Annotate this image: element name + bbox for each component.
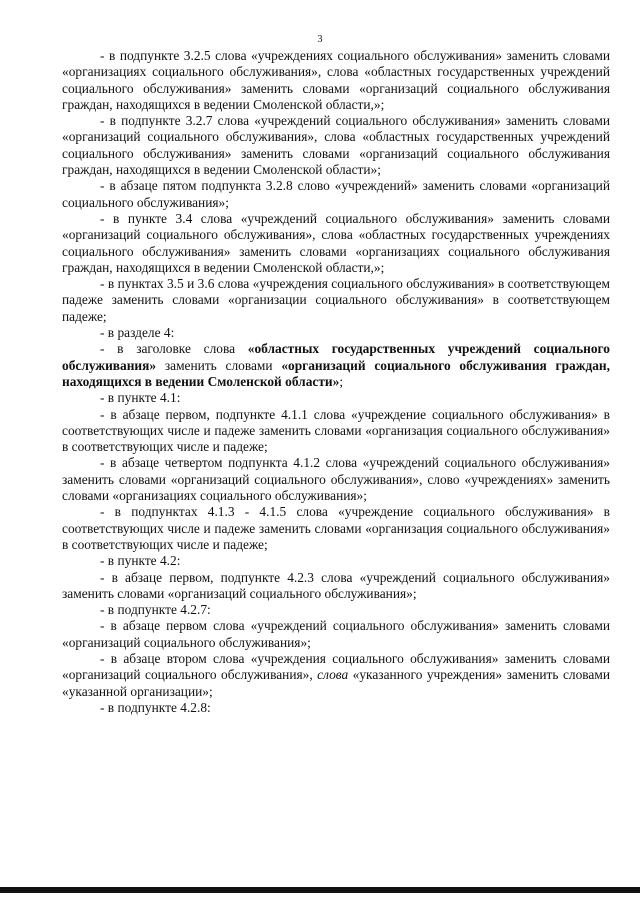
amendment-paragraph bbox=[62, 341, 610, 390]
text-run: - в абзаце первом, подпункте 4.1.1 слова «учреждение социального обслуживания» в соответствующих числе и падеже заменить словами «организация социального обслуживания» в соответствующих числе и падеже; bbox=[62, 406, 610, 455]
document-body bbox=[62, 48, 610, 716]
text-run: - в пункте 4.2: bbox=[100, 553, 181, 569]
amendment-paragraph bbox=[62, 618, 610, 651]
amendment-paragraph bbox=[62, 48, 610, 113]
amendment-paragraph bbox=[62, 407, 610, 456]
text-run: - в абзаце первом слова «учреждений социального обслуживания» заменить словами «организаций социального обслуживания»; bbox=[62, 618, 610, 650]
amendment-paragraph bbox=[62, 211, 610, 276]
bold-text: «организаций социального обслуживания граждан, находящихся в ведении Смоленской области» bbox=[62, 357, 610, 389]
text-run: - в абзаце втором слова «учреждения социального обслуживания» заменить словами «организаций социального обслуживания», bbox=[62, 650, 610, 683]
amendment-paragraph bbox=[62, 390, 610, 406]
text-run: - в заголовке слова bbox=[100, 341, 248, 357]
text-run: - в подпункте 3.2.7 слова «учреждений социального обслуживания» заменить словами «организаций социального обслуживания», слова «областных государственных учреждений социального обслуживания» заменить словами «организаций социального обслуживания граждан, находящихся в ведении Смоленской области»; bbox=[62, 113, 610, 178]
text-run: - в подпунктах 4.1.3 - 4.1.5 слова «учреждение социального обслуживания» в соответствующих числе и падеже заменить словами «организация социального обслуживания» в соответствующих числе и падеже; bbox=[62, 504, 610, 552]
amendment-paragraph bbox=[62, 570, 610, 603]
text-run: - в абзаце четвертом подпункта 4.1.2 слова «учреждений социального обслуживания» заменить словами «организаций социального обслуживания», слово «учреждениях» заменить словами «организациях социального обслуживания»; bbox=[62, 455, 610, 504]
text-run: ; bbox=[339, 373, 344, 389]
amendment-paragraph bbox=[62, 178, 610, 211]
amendment-paragraph bbox=[62, 602, 610, 618]
italic-text: слова bbox=[317, 667, 349, 683]
text-run: - в пункте 3.4 слова «учреждений социального обслуживания» заменить словами «организаций социального обслуживания», слова «областных государственных учреждениях социального обслуживания» заменить словами «организациях социального обслуживания граждан, находящихся в ведении Смоленской области,»; bbox=[62, 210, 610, 275]
amendment-paragraph bbox=[62, 325, 610, 341]
text-run: - в подпункте 4.2.7: bbox=[100, 602, 211, 618]
amendment-paragraph bbox=[62, 455, 610, 504]
text-run: - в абзаце пятом подпункта 3.2.8 слово «учреждений» заменить словами «организаций социального обслуживания»; bbox=[62, 178, 610, 210]
bold-text: «областных государственных учреждений социального обслуживания» bbox=[62, 341, 611, 373]
text-run: - в разделе 4: bbox=[100, 325, 175, 341]
amendment-paragraph bbox=[62, 651, 610, 700]
text-run: «указанного учреждения» заменить словами «указанной организации»; bbox=[62, 667, 610, 699]
bottom-margin bbox=[0, 893, 640, 905]
text-run: - в подпункте 4.2.8: bbox=[100, 699, 211, 715]
text-run: - в подпункте 3.2.5 слова «учреждениях социального обслуживания» заменить словами «организациях социального обслуживания», слова «областных государственных учреждений социального обслуживания» заменить словами «организаций социального обслуживания граждан, находящихся в ведении Смоленской области,»; bbox=[62, 48, 610, 112]
page-number: 3 bbox=[317, 34, 323, 45]
amendment-paragraph bbox=[62, 553, 610, 569]
amendment-paragraph bbox=[62, 504, 610, 553]
text-run: - в пунктах 3.5 и 3.6 слова «учреждения социального обслуживания» в соответствующем падеже заменить словами «организации социального обслуживания» в соответствующем падеже; bbox=[62, 276, 610, 324]
text-run: - в абзаце первом, подпункте 4.2.3 слова «учреждений социального обслуживания» заменить словами «организаций социального обслуживания»; bbox=[62, 569, 610, 601]
amendment-paragraph bbox=[62, 113, 610, 178]
text-run: заменить словами bbox=[156, 357, 282, 373]
amendment-paragraph bbox=[62, 700, 610, 716]
amendment-paragraph bbox=[62, 276, 610, 325]
text-run: - в пункте 4.1: bbox=[100, 390, 181, 406]
